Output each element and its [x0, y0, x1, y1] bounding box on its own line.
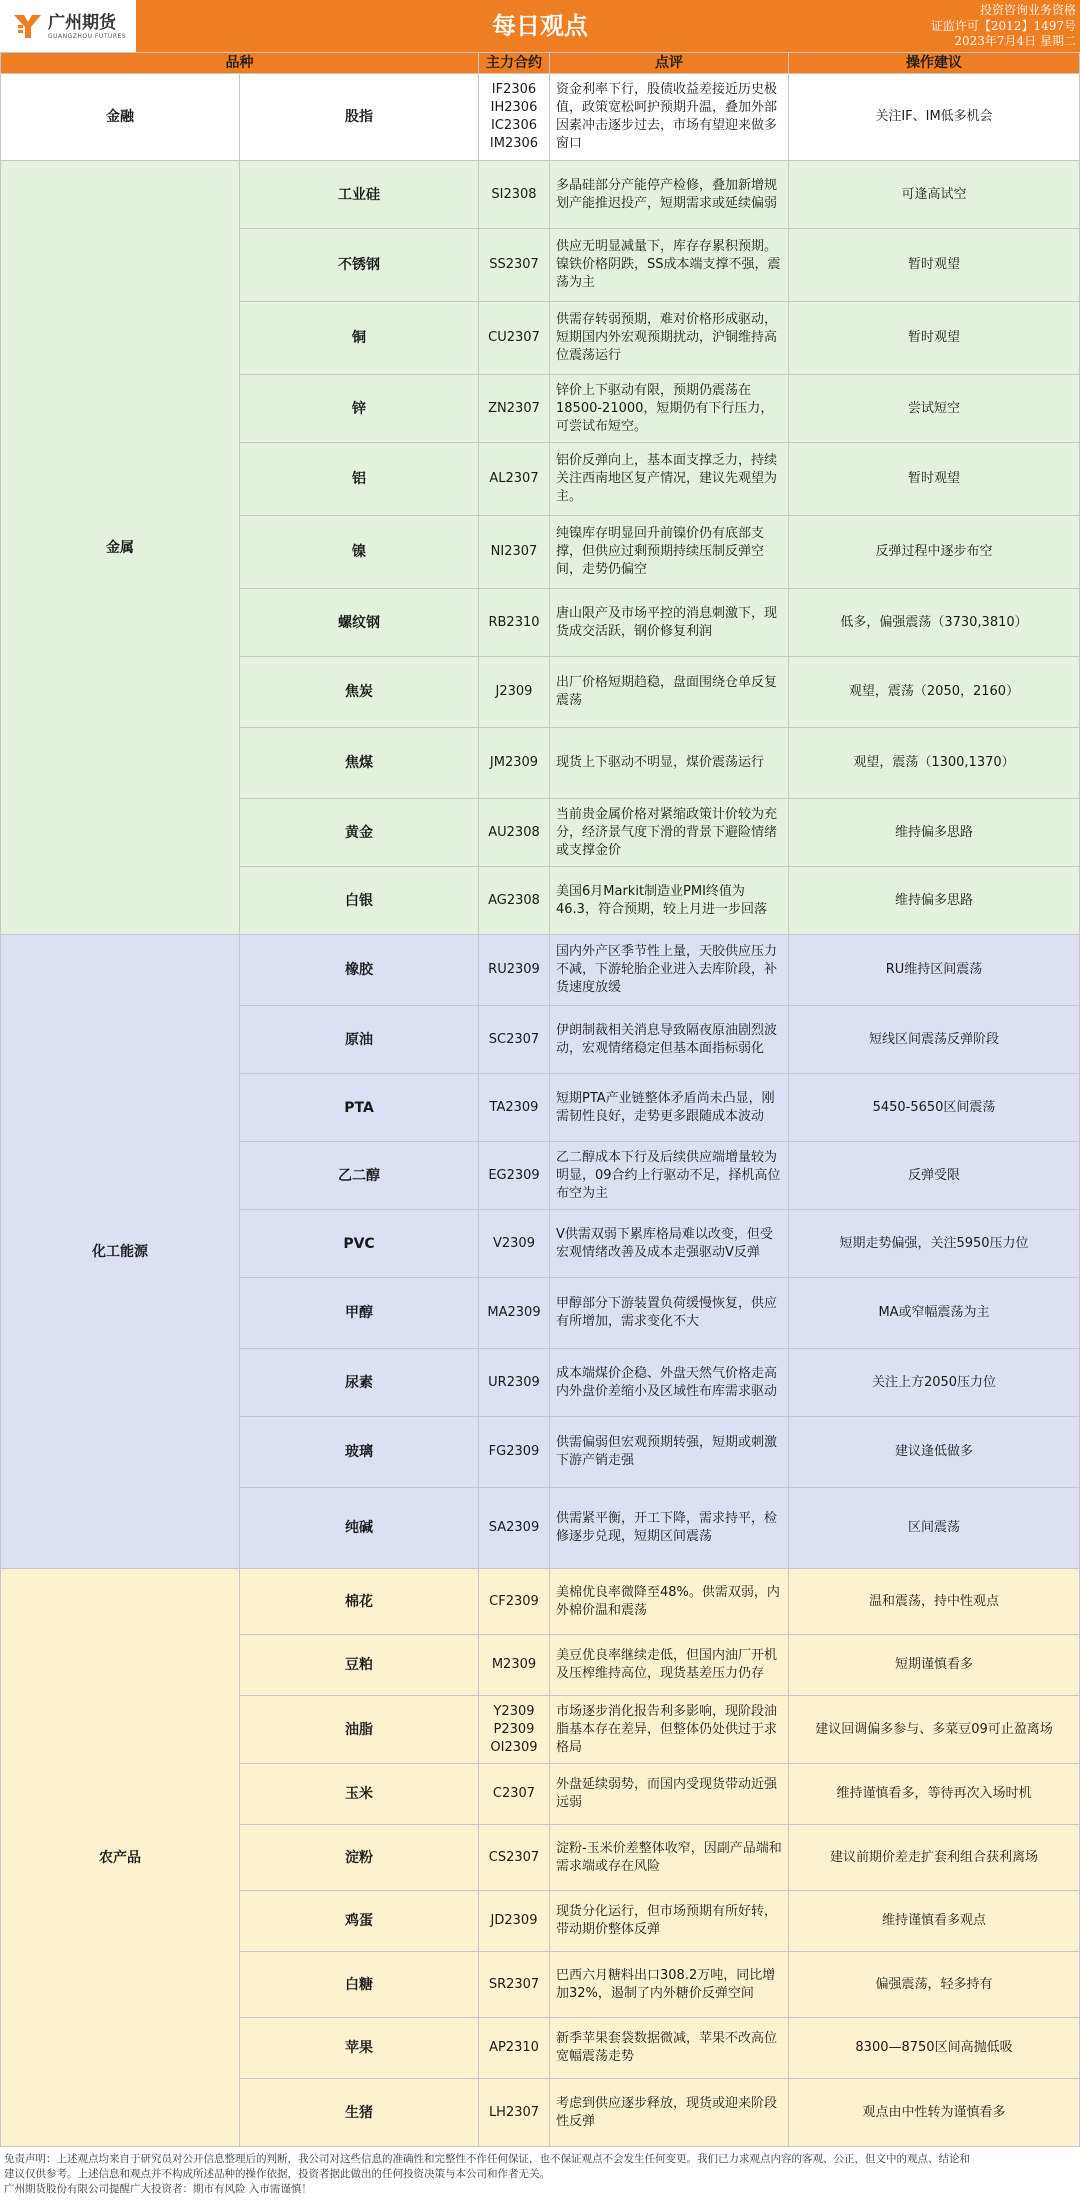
advice-cell: 偏强震荡，轻多持有 [789, 1952, 1080, 2018]
advice-cell: 区间震荡 [789, 1488, 1080, 1569]
report-date: 2023年7月4日 星期二 [954, 34, 1076, 48]
category-cell: 化工能源 [1, 935, 240, 1569]
column-header-comment: 点评 [550, 53, 789, 74]
table-row [1, 935, 1080, 1006]
advice-cell: 建议前期价差走扩套利组合获利离场 [789, 1825, 1080, 1891]
comment-cell: 美国6月Markit制造业PMI终值为46.3，符合预期，较上月进一步回落 [550, 867, 789, 935]
comment-cell: 成本端煤价企稳、外盘天然气价格走高内外盘价差缩小及区域性布库需求驱动 [550, 1349, 789, 1417]
contract-cell: RU2309 [479, 935, 550, 1006]
variety-cell: 橡胶 [240, 935, 479, 1006]
advice-cell: 暂时观望 [789, 229, 1080, 302]
contract-cell: CS2307 [479, 1825, 550, 1891]
contract-cell: MA2309 [479, 1278, 550, 1349]
advice-cell: 暂时观望 [789, 443, 1080, 516]
contract-cell: LH2307 [479, 2079, 550, 2147]
variety-cell: 股指 [240, 74, 479, 161]
contract-cell: AU2308 [479, 799, 550, 867]
comment-cell: 供应无明显减量下，库存存累积预期。镍铁价格阴跌，SS成本端支撑不强，震荡为主 [550, 229, 789, 302]
contract-cell: EG2309 [479, 1142, 550, 1210]
contract-cell: ZN2307 [479, 375, 550, 443]
category-cell: 农产品 [1, 1569, 240, 2147]
disclaimer [0, 2147, 1080, 2197]
comment-cell: 外盘延续弱势，而国内受现货带动近强远弱 [550, 1764, 789, 1825]
advice-cell: 尝试短空 [789, 375, 1080, 443]
category-cell: 金属 [1, 161, 240, 935]
variety-cell: 不锈钢 [240, 229, 479, 302]
variety-cell: 玉米 [240, 1764, 479, 1825]
variety-cell: 工业硅 [240, 161, 479, 229]
comment-cell: 甲醇部分下游装置负荷缓慢恢复，供应有所增加，需求变化不大 [550, 1278, 789, 1349]
logo-chinese-name: 广州期货 [48, 12, 116, 33]
license-line-2: 证监许可【2012】1497号 [930, 18, 1076, 33]
advice-cell: RU维持区间震荡 [789, 935, 1080, 1006]
column-header-category: 品种 [1, 53, 479, 74]
comment-cell: 新季苹果套袋数据微减，苹果不改高位宽幅震荡走势 [550, 2018, 789, 2079]
comment-cell: 锌价上下驱动有限，预期仍震荡在18500-21000，短期仍有下行压力，可尝试布短空。 [550, 375, 789, 443]
contract-cell: Y2309 P2309 OI2309 [479, 1696, 550, 1764]
advice-cell: 建议回调偏多参与、多菜豆09可止盈离场 [789, 1696, 1080, 1764]
table-header-row [1, 53, 1080, 74]
variety-cell: 尿素 [240, 1349, 479, 1417]
contract-cell: CF2309 [479, 1569, 550, 1635]
contract-cell: FG2309 [479, 1417, 550, 1488]
license-line-1: 投资咨询业务资格 [979, 3, 1076, 17]
contract-cell: RB2310 [479, 589, 550, 657]
contract-cell: UR2309 [479, 1349, 550, 1417]
comment-cell: 现货上下驱动不明显，煤价震荡运行 [550, 728, 789, 799]
variety-cell: 黄金 [240, 799, 479, 867]
variety-cell: 油脂 [240, 1696, 479, 1764]
comment-cell: 现货分化运行，但市场预期有所好转，带动期价整体反弹 [550, 1891, 789, 1952]
contract-cell: CU2307 [479, 302, 550, 375]
advice-cell: 可逢高试空 [789, 161, 1080, 229]
advice-cell: 低多，偏强震荡（3730,3810） [789, 589, 1080, 657]
variety-cell: 铝 [240, 443, 479, 516]
advice-cell: 8300—8750区间高抛低吸 [789, 2018, 1080, 2079]
variety-cell: 焦煤 [240, 728, 479, 799]
comment-cell: 铝价反弹向上，基本面支撑乏力，持续关注西南地区复产情况，建议先观望为主。 [550, 443, 789, 516]
report-title: 每日观点 [492, 12, 588, 40]
company-logo-icon [12, 11, 42, 41]
variety-cell: 鸡蛋 [240, 1891, 479, 1952]
comment-cell: 多晶硅部分产能停产检修，叠加新增规划产能推迟投产，短期需求或延续偏弱 [550, 161, 789, 229]
contract-cell: SR2307 [479, 1952, 550, 2018]
advice-cell: 维持偏多思路 [789, 799, 1080, 867]
comment-cell: 出厂价格短期趋稳，盘面围绕仓单反复震荡 [550, 657, 789, 728]
advice-cell: 观点由中性转为谨慎看多 [789, 2079, 1080, 2147]
contract-cell: SA2309 [479, 1488, 550, 1569]
advice-cell: 短期走势偏强，关注5950压力位 [789, 1210, 1080, 1278]
comment-cell: 唐山限产及市场平控的消息刺激下，现货成交活跃，钢价修复利润 [550, 589, 789, 657]
table-body [1, 74, 1080, 2147]
variety-cell: 螺纹钢 [240, 589, 479, 657]
advice-cell: 短线区间震荡反弹阶段 [789, 1006, 1080, 1074]
advice-cell: 维持谨慎看多观点 [789, 1891, 1080, 1952]
variety-cell: 乙二醇 [240, 1142, 479, 1210]
contract-cell: J2309 [479, 657, 550, 728]
advice-cell: 反弹过程中逐步布空 [789, 516, 1080, 589]
comment-cell: 供需紧平衡，开工下降，需求持平，检修逐步兑现，短期区间震荡 [550, 1488, 789, 1569]
variety-cell: 甲醇 [240, 1278, 479, 1349]
column-header-advice: 操作建议 [789, 53, 1080, 74]
contract-cell: SC2307 [479, 1006, 550, 1074]
contract-cell: IF2306 IH2306 IC2306 IM2306 [479, 74, 550, 161]
advice-cell: 反弹受限 [789, 1142, 1080, 1210]
contract-cell: JM2309 [479, 728, 550, 799]
contract-cell: M2309 [479, 1635, 550, 1696]
disclaimer-line-2: 建议仅供参考。上述信息和观点并不构成所述品种的操作依据，投资者据此做出的任何投资决策与本公司和作者无关。 [4, 2168, 550, 2180]
disclaimer-line-1: 免责声明：上述观点均来自于研究员对公开信息整理后的判断，我公司对这些信息的准确性和完整性不作任何保证，也不保证观点不会发生任何变更。我们已力求观点内容的客观、公正，但文中的观点、结论和 [4, 2153, 970, 2165]
advice-cell: 建议逢低做多 [789, 1417, 1080, 1488]
variety-cell: 棉花 [240, 1569, 479, 1635]
contract-cell: SI2308 [479, 161, 550, 229]
variety-cell: 原油 [240, 1006, 479, 1074]
variety-cell: 白糖 [240, 1952, 479, 2018]
comment-cell: 考虑到供应逐步释放，现货或迎来阶段性反弹 [550, 2079, 789, 2147]
license-info [931, 3, 1076, 50]
advice-cell: 温和震荡，持中性观点 [789, 1569, 1080, 1635]
comment-cell: V供需双弱下累库格局难以改变，但受宏观情绪改善及成本走强驱动V反弹 [550, 1210, 789, 1278]
comment-cell: 供需存转弱预期，难对价格形成驱动，短期国内外宏观预期扰动，沪铜维持高位震荡运行 [550, 302, 789, 375]
advice-cell: 观望，震荡（2050，2160） [789, 657, 1080, 728]
comment-cell: 市场逐步消化报告利多影响，现阶段油脂基本存在差异，但整体仍处供过于求格局 [550, 1696, 789, 1764]
variety-cell: 淀粉 [240, 1825, 479, 1891]
advice-cell: 关注上方2050压力位 [789, 1349, 1080, 1417]
comment-cell: 纯镍库存明显回升前镍价仍有底部支撑，但供应过剩预期持续压制反弹空间，走势仍偏空 [550, 516, 789, 589]
variety-cell: 苹果 [240, 2018, 479, 2079]
comment-cell: 伊朗制裁相关消息导致隔夜原油剧烈波动，宏观情绪稳定但基本面指标弱化 [550, 1006, 789, 1074]
contract-cell: AP2310 [479, 2018, 550, 2079]
advice-cell: 维持偏多思路 [789, 867, 1080, 935]
contract-cell: V2309 [479, 1210, 550, 1278]
comment-cell: 淀粉-玉米价差整体收窄，因副产品端和需求端或存在风险 [550, 1825, 789, 1891]
logo-english-name: GUANGZHOU FUTURES [48, 32, 127, 40]
disclaimer-line-3: 广州期货股份有限公司提醒广大投资者：期市有风险 入市需谨慎！ [4, 2183, 312, 2195]
advice-cell: 维持谨慎看多，等待再次入场时机 [789, 1764, 1080, 1825]
comment-cell: 当前贵金属价格对紧缩政策计价较为充分，经济景气度下滑的背景下避险情绪或支撑金价 [550, 799, 789, 867]
comment-cell: 乙二醇成本下行及后续供应端增量较为明显，09合约上行驱动不足，择机高位布空为主 [550, 1142, 789, 1210]
advice-cell: 观望，震荡（1300,1370） [789, 728, 1080, 799]
variety-cell: 玻璃 [240, 1417, 479, 1488]
contract-cell: AL2307 [479, 443, 550, 516]
variety-cell: 豆粕 [240, 1635, 479, 1696]
comment-cell: 美豆优良率继续走低，但国内油厂开机及压榨维持高位，现货基差压力仍存 [550, 1635, 789, 1696]
contract-cell: JD2309 [479, 1891, 550, 1952]
comment-cell: 美棉优良率微降至48%。供需双弱，内外棉价温和震荡 [550, 1569, 789, 1635]
views-table [0, 52, 1080, 2147]
contract-cell: C2307 [479, 1764, 550, 1825]
comment-cell: 巴西六月糖料出口308.2万吨，同比增加32%，遏制了内外糖价反弹空间 [550, 1952, 789, 2018]
advice-cell: 5450-5650区间震荡 [789, 1074, 1080, 1142]
variety-cell: 焦炭 [240, 657, 479, 728]
contract-cell: TA2309 [479, 1074, 550, 1142]
variety-cell: 白银 [240, 867, 479, 935]
variety-cell: PTA [240, 1074, 479, 1142]
contract-cell: AG2308 [479, 867, 550, 935]
column-header-contract: 主力合约 [479, 53, 550, 74]
category-cell: 金融 [1, 74, 240, 161]
company-logo [0, 0, 136, 52]
variety-cell: 纯碱 [240, 1488, 479, 1569]
comment-cell: 资金利率下行，股债收益差接近历史极值，政策宽松呵护预期升温，叠加外部因素冲击逐步过去，市场有望迎来做多窗口 [550, 74, 789, 161]
table-row [1, 161, 1080, 229]
comment-cell: 供需偏弱但宏观预期转强，短期或刺激下游产销走强 [550, 1417, 789, 1488]
variety-cell: 镍 [240, 516, 479, 589]
table-row [1, 1569, 1080, 1635]
advice-cell: 短期谨慎看多 [789, 1635, 1080, 1696]
table-row [1, 74, 1080, 161]
comment-cell: 短期PTA产业链整体矛盾尚未凸显，刚需韧性良好，走势更多跟随成本波动 [550, 1074, 789, 1142]
comment-cell: 国内外产区季节性上量，天胶供应压力不减，下游轮胎企业进入去库阶段，补货速度放缓 [550, 935, 789, 1006]
variety-cell: 铜 [240, 302, 479, 375]
contract-cell: NI2307 [479, 516, 550, 589]
variety-cell: 锌 [240, 375, 479, 443]
advice-cell: MA或窄幅震荡为主 [789, 1278, 1080, 1349]
variety-cell: 生猪 [240, 2079, 479, 2147]
contract-cell: SS2307 [479, 229, 550, 302]
report-header [0, 0, 1080, 52]
advice-cell: 关注IF、IM低多机会 [789, 74, 1080, 161]
variety-cell: PVC [240, 1210, 479, 1278]
advice-cell: 暂时观望 [789, 302, 1080, 375]
